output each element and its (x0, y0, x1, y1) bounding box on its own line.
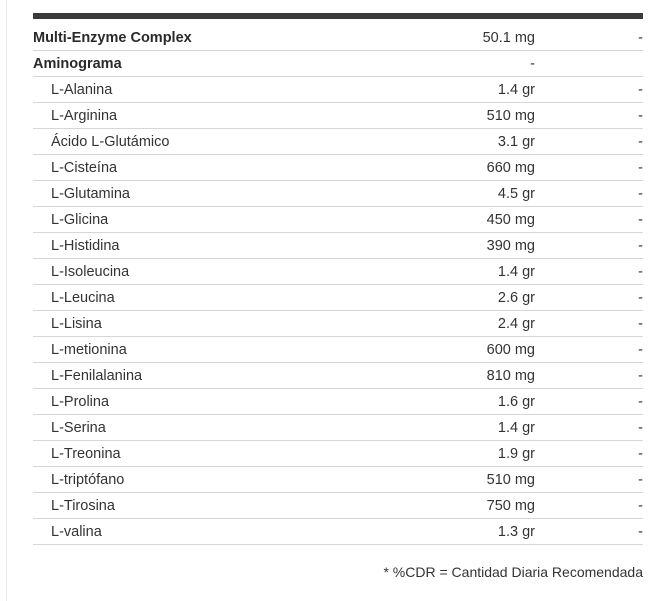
table-row (33, 285, 643, 311)
ingredient-amount: 1.3 gr (497, 523, 535, 540)
table-body (33, 25, 643, 545)
table-row (33, 467, 643, 493)
ingredient-name: L-Histidina (51, 237, 120, 254)
ingredient-amount: 1.4 gr (497, 263, 535, 280)
ingredient-name: Aminograma (33, 55, 122, 72)
table-row (33, 441, 643, 467)
ingredient-cdr: - (638, 211, 643, 228)
table-row (33, 129, 643, 155)
ingredient-amount: 750 mg (486, 497, 535, 514)
ingredient-amount: 600 mg (486, 341, 535, 358)
ingredient-amount: 1.9 gr (497, 445, 535, 462)
ingredient-name: L-valina (51, 523, 102, 540)
ingredient-cdr: - (638, 159, 643, 176)
ingredient-name: L-metionina (51, 341, 127, 358)
ingredient-cdr: - (638, 393, 643, 410)
table-row (33, 363, 643, 389)
ingredient-name: L-Isoleucina (51, 263, 130, 280)
ingredient-name: L-Alanina (51, 81, 113, 98)
table-row (33, 415, 643, 441)
ingredient-name: L-Treonina (51, 445, 121, 462)
ingredient-name: L-Arginina (51, 107, 118, 124)
ingredient-cdr: - (638, 315, 643, 332)
table-row (33, 389, 643, 415)
ingredient-amount: 510 mg (486, 471, 535, 488)
ingredient-cdr: - (638, 523, 643, 540)
ingredient-cdr: - (638, 367, 643, 384)
table-row (33, 103, 643, 129)
ingredient-cdr: - (638, 341, 643, 358)
ingredient-cdr: - (638, 133, 643, 150)
nutrition-table (33, 13, 643, 545)
ingredient-amount: 3.1 gr (497, 133, 535, 150)
ingredient-cdr: - (638, 471, 643, 488)
ingredient-amount: 2.6 gr (497, 289, 535, 306)
cdr-footnote: * %CDR = Cantidad Diaria Recomendada (383, 564, 643, 580)
ingredient-name: L-Fenilalanina (51, 367, 143, 384)
ingredient-name: L-Serina (51, 419, 106, 436)
table-row (33, 155, 643, 181)
table-row (33, 259, 643, 285)
table-top-bar (33, 13, 643, 19)
ingredient-amount: 4.5 gr (497, 185, 535, 202)
table-row (33, 77, 643, 103)
ingredient-amount: 660 mg (486, 159, 535, 176)
ingredient-cdr: - (638, 29, 643, 46)
ingredient-cdr: - (638, 263, 643, 280)
ingredient-amount: 1.4 gr (497, 419, 535, 436)
ingredient-amount: 510 mg (486, 107, 535, 124)
table-row (33, 181, 643, 207)
ingredient-cdr: - (638, 185, 643, 202)
ingredient-cdr: - (638, 237, 643, 254)
ingredient-cdr: - (638, 81, 643, 98)
table-row (33, 51, 643, 77)
table-row (33, 493, 643, 519)
table-row (33, 311, 643, 337)
table-row (33, 25, 643, 51)
ingredient-cdr: - (638, 289, 643, 306)
ingredient-name: L-Leucina (51, 289, 115, 306)
ingredient-name: L-triptófano (51, 471, 125, 488)
table-row (33, 207, 643, 233)
ingredient-name: Ácido L-Glutámico (51, 133, 170, 150)
ingredient-amount: 390 mg (486, 237, 535, 254)
ingredient-name: Multi-Enzyme Complex (33, 29, 192, 46)
ingredient-name: L-Lisina (51, 315, 102, 332)
ingredient-name: L-Glutamina (51, 185, 130, 202)
ingredient-cdr: - (638, 107, 643, 124)
ingredient-amount: 2.4 gr (497, 315, 535, 332)
ingredient-cdr: - (638, 445, 643, 462)
table-row (33, 337, 643, 363)
table-row (33, 233, 643, 259)
ingredient-amount: 1.4 gr (497, 81, 535, 98)
left-divider (6, 0, 7, 601)
ingredient-name: L-Prolina (51, 393, 110, 410)
ingredient-amount: 1.6 gr (497, 393, 535, 410)
ingredient-amount: - (530, 55, 535, 72)
ingredient-name: L-Glicina (51, 211, 109, 228)
ingredient-amount: 810 mg (486, 367, 535, 384)
ingredient-name: L-Cisteína (51, 159, 118, 176)
ingredient-amount: 50.1 mg (482, 29, 535, 46)
ingredient-cdr: - (638, 497, 643, 514)
ingredient-name: L-Tirosina (51, 497, 115, 514)
table-row (33, 519, 643, 545)
ingredient-amount: 450 mg (486, 211, 535, 228)
ingredient-cdr: - (638, 419, 643, 436)
